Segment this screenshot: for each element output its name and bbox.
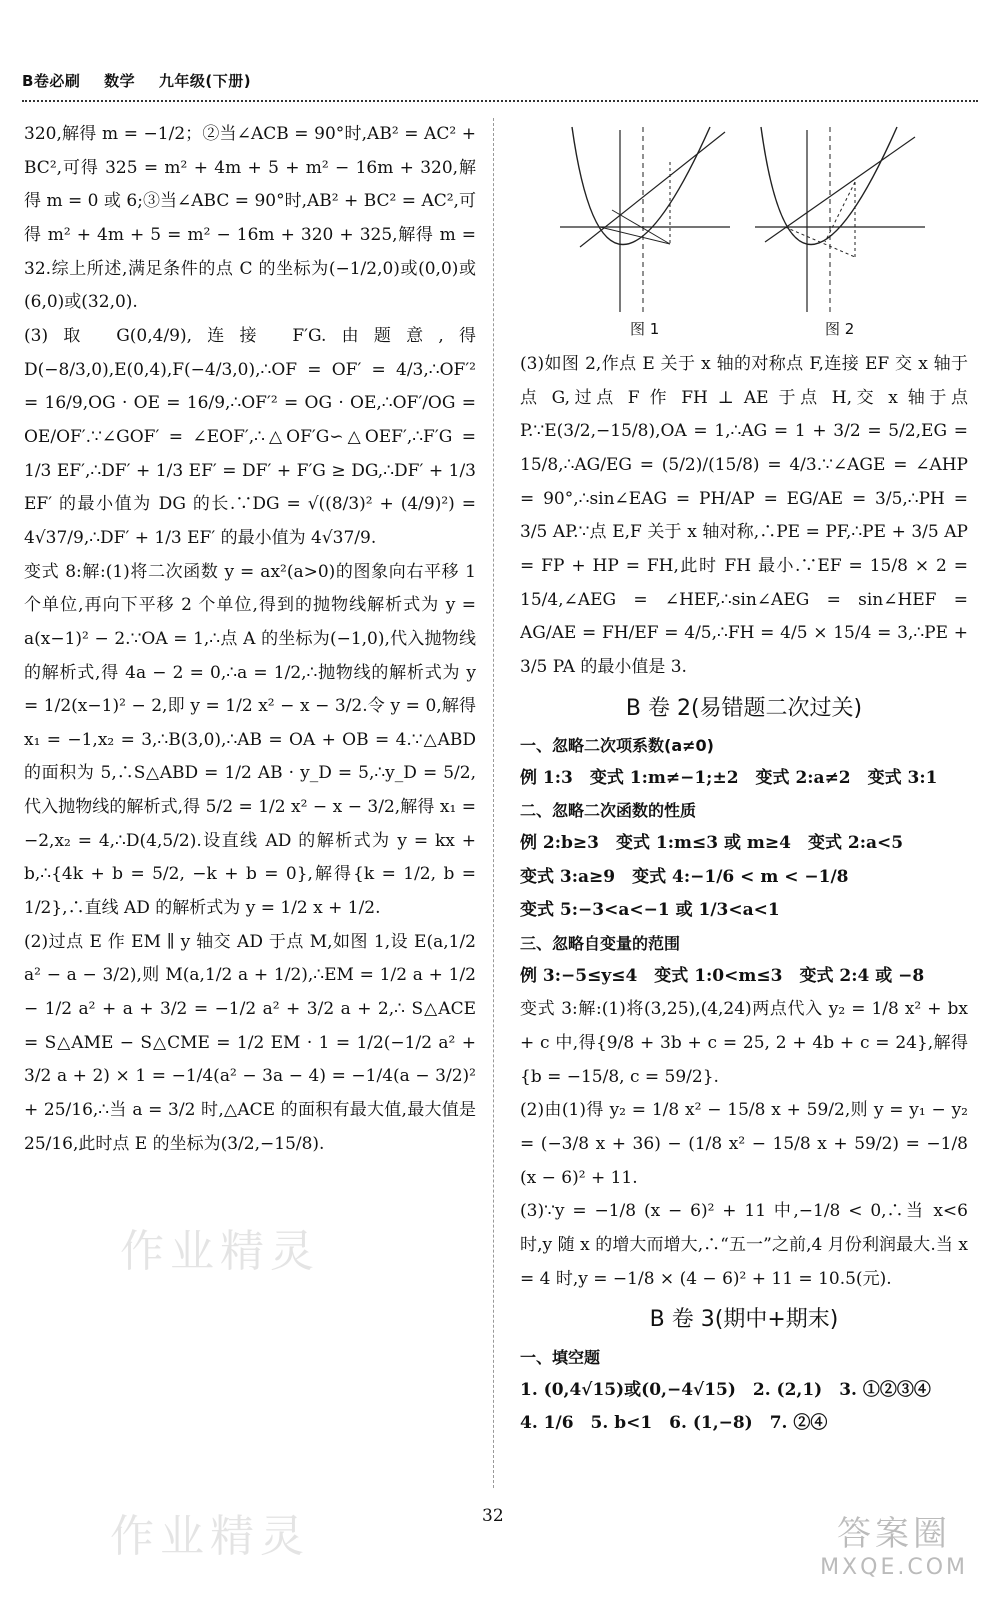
answer-line: 例 2:b≥3 变式 1:m≤3 或 m≥4 变式 2:a<5	[520, 833, 904, 854]
left-paragraph: 变式 8:解:(1)将二次函数 y = ax²(a>0)的图象向右平移 1 个单位,再向下平移 2 个单位,得到的抛物线解析式为 y = a(x−1)² − 2.∵OA = 1,∴点 A 的坐标为(−1,0),代入抛物线的解析式,得 4a − 2 = 0,∴a = 1/2,∴抛物线的解析式为 y = 1/2(x−1)² − 2,即 y = 1/2 x² − x − 3/2.令 y = 0,解得 x₁ = −1,x₂ = 3,∴B(3,0),∴AB = OA + OB = 4.∵△ABD 的面积为 5,∴S△ABD = 1/2 AB · y_D = 5,∴y_D = 5/2,代入抛物线的解析式,得 5/2 = 1/2 x² − x − 3/2,解得 x₁ = −2,x₂ = 4,∴D(4,5/2).设直线 AD 的解析式为 y = kx + b,∴{4k + b = 5/2, −k + b = 0},解得{k = 1/2, b = 1/2},∴直线 AD 的解析式为 y = 1/2 x + 1/2.	[24, 561, 476, 919]
brand-watermark-name: 答案圈	[837, 1514, 952, 1554]
subsection-heading: 二、忽略二次函数的性质	[520, 801, 697, 821]
column-divider	[493, 118, 494, 1488]
figure-1-caption: 图 1	[630, 320, 660, 338]
answer-line: 例 3:−5≤y≤4 变式 1:0<m≤3 变式 2:4 或 −8	[520, 965, 925, 986]
left-paragraph: (3)取 G(0,4/9),连接 F′G.由题意,得 D(−8/3,0),E(0,4),F(−4/3,0),∴OF = OF′ = 4/3,∴OF′² = 16/9,OG · OE = 16/9,∴OF′² = OG · OE,∴OF′/OG = OE/OF′.∵∠GOF′ = ∠EOF′,∴△OF′G∽△OEF′,∴F′G = 1/3 EF′,∴DF′ + 1/3 EF′ = DF′ + F′G ≥ DG,∴DF′ + 1/3 EF′ 的最小值为 DG 的长.∵DG = √((8/3)² + (4/9)²) = 4√37/9,∴DF′ + 1/3 EF′ 的最小值为 4√37/9.	[24, 325, 476, 548]
answer-line: 变式 3:解:(1)将(3,25),(4,24)两点代入 y₂ = 1/8 x² + bx + c 中,得{9/8 + 3b + c = 25, 2 + 4b + c = 24},解得{b = −15/8, c = 59/2}.	[520, 999, 968, 1087]
section-title: B 卷 2(易错题二次过关)	[625, 695, 863, 721]
right-column	[520, 348, 968, 1498]
left-paragraph: 320,解得 m = −1/2；②当∠ACB = 90°时,AB² = AC² + BC²,可得 325 = m² + 4m + 5 + m² − 16m + 320,解得 m = 0 或 6;③当∠ABC = 90°时,AB² + BC² = AC²,可得 m² + 4m + 5 = m² − 16m + 320 + 325,解得 m = 32.综上所述,满足条件的点 C 的坐标为(−1/2,0)或(0,0)或(6,0)或(32,0).	[24, 124, 476, 313]
right-paragraph: (3)如图 2,作点 E 关于 x 轴的对称点 F,连接 EF 交 x 轴于点 G,过点 F 作 FH ⊥ AE 于点 H,交 x 轴于点 P.∵E(3/2,−15/8),OA = 1,∴AG = 1 + 3/2 = 5/2,EG = 15/8,∴AG/EG = (5/2)/(15/8) = 4/3.∵∠AGE = ∠AHP = 90°,∴sin∠EAG = PH/AP = EG/AE = 3/5,∴PH = 3/5 AP.∵点 E,F 关于 x 轴对称,∴PE = PF,∴PE + 3/5 AP = FP + HP = FH,此时 FH 最小.∵EF = 15/8 × 2 = 15/4,∠AEG = ∠HEF,∴sin∠AEG = sin∠HEF = AG/AE = FH/EF = 4/5,∴FH = 4/5 × 15/4 = 3,∴PE + 3/5 PA 的最小值是 3.	[520, 354, 968, 677]
book-series: B卷必刷	[22, 72, 81, 90]
subsection-heading: 一、忽略二次项系数(a≠0)	[520, 736, 714, 756]
watermark-text: 作业精灵	[110, 1511, 310, 1562]
answer-line: 例 1:3 变式 1:m≠−1;±2 变式 2:a≠2 变式 3:1	[520, 767, 938, 788]
figure-2-caption: 图 2	[825, 320, 855, 338]
watermark-text: 作业精灵	[120, 1226, 320, 1277]
figures	[560, 122, 940, 342]
figure-2	[755, 122, 930, 317]
answer-line: 4. 1/6 5. b<1 6. (1,−8) 7. ②④	[520, 1413, 828, 1434]
figure-1	[560, 122, 735, 317]
answer-line: 变式 5:−3<a<−1 或 1/3<a<1	[520, 900, 780, 921]
brand-watermark	[820, 1506, 968, 1580]
answer-line: (3)∵y = −1/8 (x − 6)² + 11 中,−1/8 < 0,∴当 x<6 时,y 随 x 的增大而增大,∴“五一”之前,4 月份利润最大.当 x = 4 时,y = −1/8 × (4 − 6)² + 11 = 10.5(元).	[520, 1201, 968, 1289]
left-paragraph: (2)过点 E 作 EM ∥ y 轴交 AD 于点 M,如图 1,设 E(a,1/2 a² − a − 3/2),则 M(a,1/2 a + 1/2),∴EM = 1/2 a + 1/2 − 1/2 a² + a + 3/2 = −1/2 a² + 3/2 a + 2,∴ S△ACE = S△AME − S△CME = 1/2 EM · 1 = 1/2(−1/2 a² + 3/2 a + 2) × 1 = −1/4(a² − 3a − 4) = −1/4(a − 3/2)² + 25/16,∴当 a = 3/2 时,△ACE 的面积有最大值,最大值是 25/16,此时点 E 的坐标为(3/2,−15/8).	[24, 931, 476, 1154]
answer-line: 1. (0,4√15)或(0,−4√15) 2. (2,1) 3. ①②③④	[520, 1379, 931, 1400]
header-divider	[22, 100, 978, 102]
subsection-heading: 三、忽略自变量的范围	[520, 934, 681, 954]
answer-line: (2)由(1)得 y₂ = 1/8 x² − 15/8 x + 59/2,则 y = y₁ − y₂ = (−3/8 x + 36) − (1/8 x² − 15/8 x + 59/2) = −1/8 (x − 6)² + 11.	[520, 1100, 968, 1188]
answer-line: 变式 3:a≥9 变式 4:−1/6 < m < −1/8	[520, 866, 849, 887]
page-number: 32	[482, 1506, 504, 1526]
subsection-heading: 一、填空题	[520, 1347, 601, 1367]
page-header	[22, 70, 269, 91]
brand-watermark-url: MXQE.COM	[820, 1555, 968, 1580]
grade-label: 九年级(下册)	[158, 72, 252, 90]
section-title: B 卷 3(期中+期末)	[649, 1307, 839, 1333]
left-column	[24, 118, 476, 1498]
subject-label: 数学	[104, 72, 136, 90]
